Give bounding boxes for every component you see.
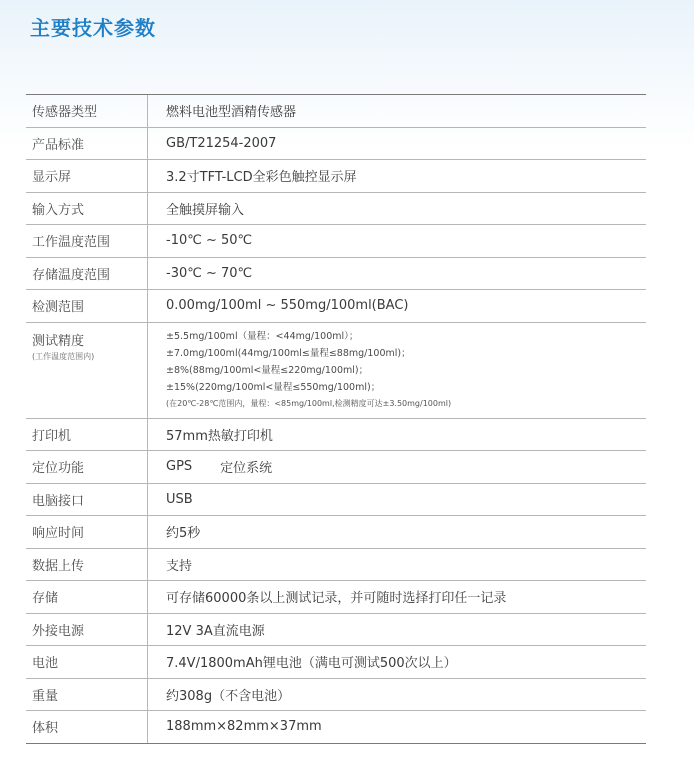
spec-label: 存储 xyxy=(26,581,148,613)
spec-label: 测试精度 xyxy=(32,333,85,349)
spec-value: 57mm热敏打印机 xyxy=(166,428,273,444)
accuracy-note: (在20℃-28℃范围内，量程：<85mg/100ml,检测精度可达±3.50mg/100ml) xyxy=(166,399,452,408)
spec-row-standard xyxy=(26,128,646,161)
spec-value: 支持 xyxy=(166,558,193,574)
page-title: 主要技术参数 xyxy=(30,16,156,40)
spec-label: 传感器类型 xyxy=(26,95,148,127)
spec-label: 存储温度范围 xyxy=(26,258,148,290)
spec-value: 燃料电池型酒精传感器 xyxy=(166,105,297,121)
spec-row-dimensions xyxy=(26,711,646,744)
spec-label: 响应时间 xyxy=(26,516,148,548)
accuracy-list xyxy=(166,323,451,418)
accuracy-value-cell xyxy=(148,323,646,418)
spec-row-sensor-type xyxy=(26,95,646,128)
spec-row-weight xyxy=(26,679,646,712)
spec-label: 重量 xyxy=(26,679,148,711)
spec-value: 0.00mg/100ml ~ 550mg/100ml(BAC) xyxy=(166,298,409,314)
spec-row-input-method xyxy=(26,193,646,226)
spec-row-battery xyxy=(26,646,646,679)
spec-label: 打印机 xyxy=(26,419,148,451)
spec-value: 可存储60000条以上测试记录，并可随时选择打印任一记录 xyxy=(166,591,507,607)
spec-label: 产品标准 xyxy=(26,128,148,160)
accuracy-line: ±5.5mg/100ml（量程：<44mg/100ml）； xyxy=(166,331,359,342)
spec-row-accuracy xyxy=(26,323,646,419)
spec-value xyxy=(148,451,646,483)
spec-label: 显示屏 xyxy=(26,160,148,192)
spec-row-response-time xyxy=(26,516,646,549)
spec-row-printer xyxy=(26,419,646,452)
spec-value: 约308g（不含电池） xyxy=(166,688,291,704)
spec-label: 工作温度范围 xyxy=(26,225,148,257)
spec-value: 3.2寸TFT-LCD全彩色触控显示屏 xyxy=(166,170,357,186)
spec-table xyxy=(26,94,646,744)
spec-row-positioning xyxy=(26,451,646,484)
spec-row-external-power xyxy=(26,614,646,647)
spec-value: 全触摸屏输入 xyxy=(166,202,245,218)
accuracy-line: ±8%(88mg/100ml<量程≤220mg/100ml)； xyxy=(166,365,369,376)
spec-row-storage-temp xyxy=(26,258,646,291)
spec-row-display xyxy=(26,160,646,193)
accuracy-line: ±15%(220mg/100ml<量程≤550mg/100ml)； xyxy=(166,382,381,393)
spec-label: 数据上传 xyxy=(26,549,148,581)
spec-label: 电池 xyxy=(26,646,148,678)
spec-label: 外接电源 xyxy=(26,614,148,646)
spec-row-operating-temp xyxy=(26,225,646,258)
gps-text: GPS xyxy=(166,459,193,475)
spec-label: 输入方式 xyxy=(26,193,148,225)
accuracy-label-cell xyxy=(26,323,148,418)
spec-value: 12V 3A直流电源 xyxy=(166,623,265,639)
spec-row-detection-range xyxy=(26,290,646,323)
spec-value: GB/T21254-2007 xyxy=(166,135,277,151)
spec-value: USB xyxy=(166,491,193,507)
spec-label: 检测范围 xyxy=(26,290,148,322)
spec-label: 体积 xyxy=(26,711,148,743)
spec-row-pc-interface xyxy=(26,484,646,517)
accuracy-line: ±7.0mg/100ml(44mg/100ml≤量程≤88mg/100ml)； xyxy=(166,348,411,359)
spec-label: 电脑接口 xyxy=(26,484,148,516)
spec-row-storage xyxy=(26,581,646,614)
spec-value: 188mm×82mm×37mm xyxy=(166,719,322,735)
spec-label: 定位功能 xyxy=(26,451,148,483)
spec-row-data-upload xyxy=(26,549,646,582)
spec-value: -30℃ ~ 70℃ xyxy=(166,265,253,281)
positioning-system-text: 定位系统 xyxy=(220,461,273,477)
spec-value: 7.4V/1800mAh锂电池（满电可测试500次以上） xyxy=(166,656,457,672)
spec-value: -10℃ ~ 50℃ xyxy=(166,233,253,249)
spec-value: 约5秒 xyxy=(166,526,201,542)
accuracy-sublabel: (工作温度范围内) xyxy=(32,351,95,361)
